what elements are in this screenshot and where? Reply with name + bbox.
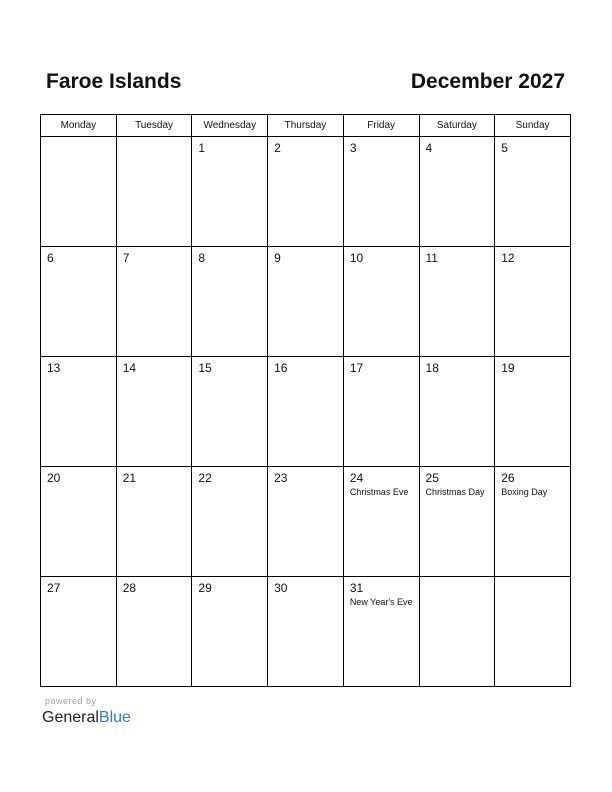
day-number: 16 [274,361,288,375]
day-cell [495,357,571,467]
weekday-header: Tuesday [116,115,192,137]
day-cell [268,137,344,247]
day-cell [192,247,268,357]
day-number: 6 [47,251,54,265]
day-number: 10 [349,251,364,265]
day-number: 13 [47,361,61,375]
day-number: 14 [122,361,137,375]
brand-general-text: General [42,709,99,726]
weekday-header: Saturday [419,115,495,137]
day-cell [116,247,192,357]
day-cell [41,357,117,467]
day-number: 22 [198,471,212,485]
day-cell [268,247,344,357]
day-number: 29 [198,581,212,595]
day-number: 15 [198,361,212,375]
day-number: 21 [122,471,137,485]
calendar-grid [40,114,571,687]
day-number: 17 [349,361,364,375]
day-cell [268,467,344,577]
day-number: 27 [47,581,61,595]
day-cell [192,467,268,577]
week-row [41,247,571,357]
day-number: 26 [501,471,515,485]
brand-blue-text: Blue [98,709,131,726]
day-cell [116,577,192,687]
day-cell [495,137,571,247]
week-row [41,137,571,247]
day-number: 30 [274,581,288,595]
day-cell [116,467,192,577]
brand-logo [42,708,131,728]
powered-by-text: powered by [45,696,97,706]
day-cell [268,357,344,467]
day-number: 28 [122,581,137,595]
day-cell [419,137,495,247]
empty-day-cell [41,137,117,247]
holiday-label: Christmas Day [425,487,485,497]
empty-day-cell [495,577,571,687]
day-cell [495,467,571,577]
month-year-title: December 2027 [410,70,565,93]
day-cell [419,467,495,577]
day-cell [419,357,495,467]
day-number: 9 [274,251,281,265]
day-cell [192,357,268,467]
day-cell [41,247,117,357]
day-number: 31 [349,581,364,595]
day-cell [192,137,268,247]
empty-day-cell [419,577,495,687]
weekday-header: Sunday [495,115,571,137]
day-number: 23 [274,471,288,485]
day-cell [268,577,344,687]
day-cell [343,247,419,357]
country-title: Faroe Islands [46,70,182,93]
holiday-label: New Year's Eve [349,597,413,607]
week-row [41,577,571,687]
day-cell [192,577,268,687]
weekday-header: Wednesday [192,115,268,137]
day-number: 8 [198,251,206,265]
holiday-label: Boxing Day [501,487,548,497]
day-number: 5 [501,141,508,155]
day-number: 24 [349,471,364,485]
day-number: 19 [501,361,515,375]
day-number: 2 [274,141,281,155]
day-number: 3 [349,141,357,155]
day-cell [343,357,419,467]
holiday-label: Christmas Eve [349,487,409,497]
day-cell [343,137,419,247]
week-row [41,467,571,577]
weekday-header: Thursday [268,115,344,137]
day-cell [419,247,495,357]
day-number: 1 [198,141,206,155]
day-number: 4 [425,141,433,155]
weekday-header-row [41,115,571,137]
day-cell [41,577,117,687]
weekday-header: Monday [41,115,117,137]
day-number: 25 [425,471,439,485]
day-number: 11 [425,251,438,265]
day-number: 18 [425,361,439,375]
day-cell [116,357,192,467]
day-cell [495,247,571,357]
day-cell [343,467,419,577]
calendar-body [41,137,571,687]
day-number: 7 [122,251,130,265]
weekday-header: Friday [343,115,419,137]
day-cell [41,467,117,577]
empty-day-cell [116,137,192,247]
day-number: 20 [47,471,61,485]
day-number: 12 [501,251,515,265]
day-cell [343,577,419,687]
week-row [41,357,571,467]
footer-branding [42,696,131,728]
